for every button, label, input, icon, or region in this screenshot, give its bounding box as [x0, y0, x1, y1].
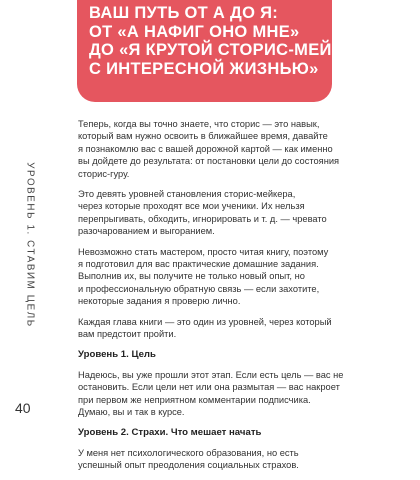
- paragraph-levels: [78, 188, 368, 238]
- text-line: вам предстоит пройти.: [78, 329, 177, 340]
- section-heading-level-1: Уровень 1. Цель: [78, 348, 156, 360]
- text-line: который вам нужно освоить в ближайшее время, давайте: [78, 131, 328, 142]
- paragraph-chapters: [78, 316, 368, 341]
- text-line: Теперь, когда вы точно знаете, что сторис — это навык,: [78, 119, 320, 129]
- paragraph-level-1: [78, 369, 368, 419]
- chapter-title-block: [77, 0, 365, 102]
- text-line: через которые проходят все мои ученики. Их нельзя: [78, 201, 305, 212]
- chapter-title-line: ДО «Я КРУТОЙ СТОРИС-МЕЙКЕР: [89, 41, 365, 59]
- chapter-title-line: С ИНТЕРЕСНОЙ ЖИЗНЬЮ»: [89, 59, 319, 78]
- text-line: У меня нет психологического образования, но есть: [78, 447, 299, 458]
- text-line: Выполнив их, вы получите не только новый опыт, но: [78, 271, 305, 282]
- chapter-title-line: ВАШ ПУТЬ ОТ А ДО Я:: [89, 4, 279, 22]
- page-number: 40: [15, 400, 31, 416]
- text-line: Надеюсь, вы уже прошли этот этап. Если есть цель — вас не: [78, 369, 344, 380]
- text-line: я подготовил для вас практические домашние задания.: [78, 259, 319, 270]
- text-line: остановить. Если цели нет или она размытая — вас накроет: [78, 382, 340, 393]
- text-line: перепрыгивать, обходить, игнорировать и т. д. — чревато: [78, 213, 327, 224]
- text-line: успешный опыт преодоления социальных страхов.: [78, 460, 299, 471]
- paragraph-intro: [78, 118, 368, 180]
- text-line: Думаю, вы и так в курсе.: [78, 407, 185, 418]
- text-line: некоторые задания я проверю лично.: [78, 296, 241, 307]
- text-line: Это девять уровней становления сторис-мейкера,: [78, 189, 296, 200]
- text-line: сторис-гуру.: [78, 168, 130, 179]
- section-heading-level-2: Уровень 2. Страхи. Что мешает начать: [78, 426, 262, 438]
- running-chapter-label: УРОВЕНЬ 1. СТАВИМ ЦЕЛЬ: [24, 162, 36, 328]
- paragraph-level-2: [78, 447, 368, 472]
- text-line: и профессиональную обратную связь — если захотите,: [78, 283, 320, 294]
- text-line: Каждая глава книги — это один из уровней, через который: [78, 316, 332, 327]
- text-line: разочарованием и выгоранием.: [78, 226, 215, 237]
- text-line: Невозможно стать мастером, просто читая книгу, поэтому: [78, 246, 329, 257]
- text-line: при первом же неприятном комментарии подписчика.: [78, 394, 311, 405]
- chapter-title-line: ОТ «А НАФИГ ОНО МНЕ»: [89, 22, 300, 41]
- text-line: я познакомлю вас с вашей дорожной картой — как именно: [78, 143, 333, 154]
- text-line: вы дойдете до результата: от постановки цели до состояния: [78, 156, 340, 167]
- body-text: [78, 118, 368, 480]
- paragraph-homework: [78, 246, 368, 308]
